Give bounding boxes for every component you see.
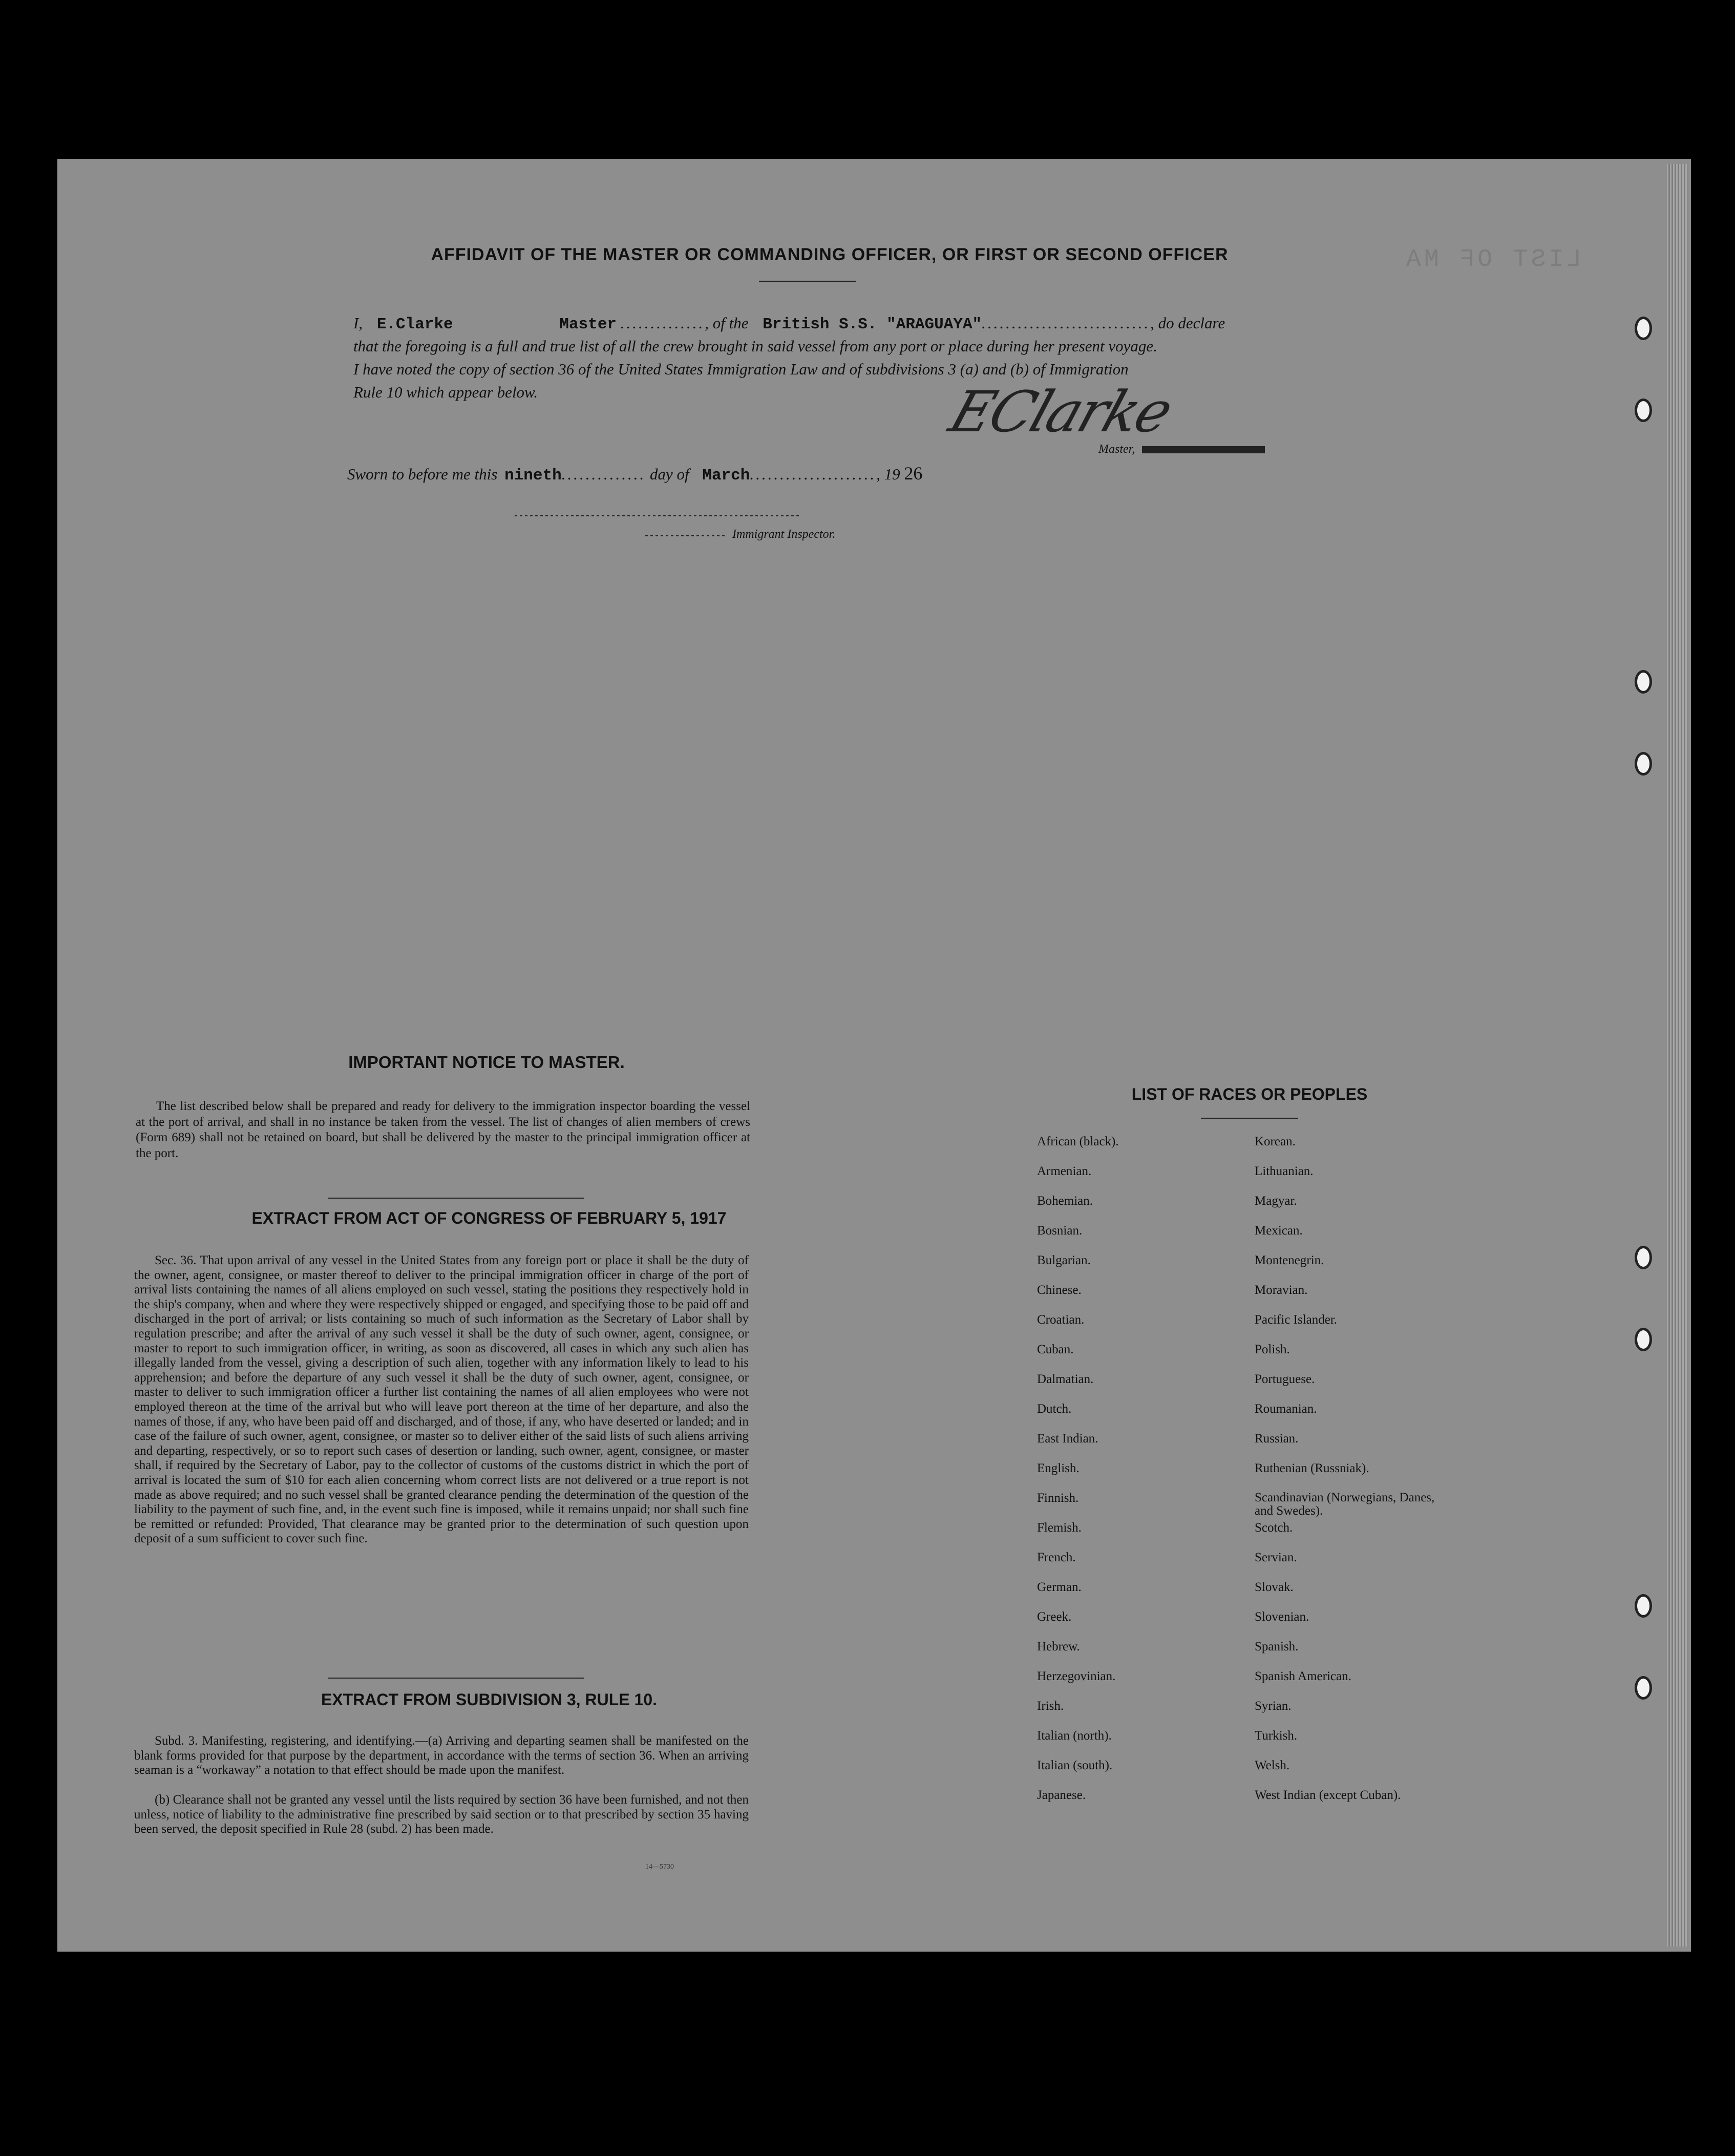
bleed-through-text: LIST OF MA <box>1403 246 1582 274</box>
race-item: Herzegovinian. <box>1037 1669 1116 1683</box>
punch-hole <box>1635 1246 1652 1269</box>
sworn-day: nineth <box>504 467 562 485</box>
race-item: Bosnian. <box>1037 1224 1083 1238</box>
inspector-signature-line <box>515 515 801 516</box>
sworn-year: 26 <box>904 463 923 484</box>
punch-hole <box>1635 317 1652 340</box>
page-stack-edge <box>1667 164 1687 1946</box>
rule-10-text-b: (b) Clearance shall not be granted any vessel until the lists required by section 36 have been furnished, and not then unless, notice of liability to the administrative fine prescribed by said section or to that prescribed by section 35 having been served, the deposit specified in Rule 28 (subd. 2) has been made. <box>134 1793 749 1836</box>
race-item: Syrian. <box>1255 1699 1292 1713</box>
race-item: East Indian. <box>1037 1432 1098 1446</box>
race-item: German. <box>1037 1580 1082 1594</box>
section-divider <box>328 1678 584 1679</box>
race-item: Irish. <box>1037 1699 1064 1713</box>
declaration-text: that the foregoing is a full and true list of all the crew brought in said vessel from any port or place during her present voyage. <box>353 337 1157 355</box>
master-rank: Master <box>559 316 617 333</box>
punch-hole <box>1635 399 1652 422</box>
punch-hole <box>1635 670 1652 694</box>
race-item: Italian (south). <box>1037 1759 1113 1772</box>
race-item: Turkish. <box>1255 1729 1298 1743</box>
notice-text: The list described below shall be prepared and ready for delivery to the immigration inspector boarding the vessel at the port of arrival, and shall in no instance be taken from the vessel. The list of changes of alien members of crews (Form 689) shall not be retained on board, but shall be delivered by the master to the principal immigration officer at the port. <box>136 1099 750 1160</box>
race-item: Moravian. <box>1255 1283 1308 1297</box>
master-signature: EClarke <box>942 379 1179 445</box>
sworn-month: March <box>702 467 750 485</box>
section-divider <box>328 1198 584 1199</box>
race-item: Dalmatian. <box>1037 1372 1094 1386</box>
race-item: African (black). <box>1037 1135 1119 1148</box>
title-underline <box>759 281 856 282</box>
races-title: LIST OF RACES OR PEOPLES <box>1131 1085 1368 1103</box>
inspector-signature-line <box>645 535 727 536</box>
section-36-text: Sec. 36. That upon arrival of any vessel in the United States from any foreign port or place it shall be the duty of the owner, agent, consignee, or master thereof to deliver to the principal immigration officer in charge of the port of arrival lists containing the names of all aliens employed on such vessel, stating the positions they respectively hold in the ship's company, when and where they were respectively shipped or engaged, and specifying those to be paid off and discharged in the port of arrival; or lists containing so much of such information as the Secretary of Labor shall by regulation prescribe; and after the arrival of any such vessel it shall be the duty of such owner, agent, consignee, or master to report to such immigration officer, in writing, as soon as discovered, all cases in which any such alien has illegally landed from the vessel, giving a description of such alien, together with any information likely to lead to his apprehension; and before the departure of any such vessel it shall be the duty of such owner, agent, consignee, or master to deliver to such immigration officer a further list containing the names of all alien employees who were not employed thereon at the time of the arrival but who will leave port thereon at the time of her departure, and also the names of those, if any, who have been paid off and discharged, and of those, if any, who have deserted or landed; and in case of the failure of such owner, agent, consignee, or master so to deliver either of the said lists of such aliens arriving and departing, respectively, or so to report such cases of desertion or landing, such owner, agent, consignee, or master shall, if required by the Secretary of Labor, pay to the collector of customs of the customs district in which the port of arrival is located the sum of $10 for each alien concerning whom correct lists are not delivered or a true report is not made as above required; and no such vessel shall be granted clearance pending the determination of the question of the liability to the payment of such fine, and, in the event such fine is imposed, while it remains unpaid; nor shall such fine be remitted or refunded: Provided, That clearance may be granted prior to the determination of such question upon deposit of a sum sufficient to cover such fine. <box>134 1253 749 1546</box>
form-code: 14—5730 <box>645 1863 674 1871</box>
race-item: Greek. <box>1037 1610 1072 1624</box>
race-item: Scandinavian (Norwegians, Danes, and Swedes). <box>1255 1491 1435 1518</box>
race-item: Polish. <box>1255 1343 1290 1356</box>
declaration-text: I have noted the copy of section 36 of the United States Immigration Law and of subdivisions 3 (a) and (b) of Immigration <box>353 360 1129 378</box>
struck-out-text <box>1142 446 1265 453</box>
race-item: Cuban. <box>1037 1343 1074 1356</box>
inspector-label: Immigrant Inspector. <box>732 528 836 541</box>
race-item: Servian. <box>1255 1551 1297 1564</box>
rule-10-text-a: Subd. 3. Manifesting, registering, and identifying.—(a) Arriving and departing seamen shall be manifested on the blank forms provided for that purpose by the department, in accordance with the terms of section 36. When an arriving seaman is a “workaway” a notation to that effect should be made upon the manifest. <box>134 1734 749 1777</box>
race-item: Korean. <box>1255 1135 1296 1148</box>
race-item: Roumanian. <box>1255 1402 1317 1416</box>
punch-hole <box>1635 1328 1652 1351</box>
race-item: Flemish. <box>1037 1521 1082 1535</box>
master-signature-label: Master, <box>1098 443 1265 456</box>
notice-title: IMPORTANT NOTICE TO MASTER. <box>348 1053 625 1072</box>
race-item: West Indian (except Cuban). <box>1255 1788 1401 1802</box>
race-item: Japanese. <box>1037 1788 1086 1802</box>
extract-rule-title: EXTRACT FROM SUBDIVISION 3, RULE 10. <box>321 1690 658 1709</box>
race-item: Welsh. <box>1255 1759 1290 1772</box>
race-item: Bulgarian. <box>1037 1253 1091 1267</box>
declaration-text: Rule 10 which appear below. <box>353 383 538 401</box>
master-name: E.Clarke <box>376 316 453 333</box>
race-item: Bohemian. <box>1037 1194 1093 1208</box>
race-item: English. <box>1037 1461 1080 1475</box>
extract-act-title: EXTRACT FROM ACT OF CONGRESS OF FEBRUARY 5, 1917 <box>251 1209 727 1227</box>
race-item: Magyar. <box>1255 1194 1297 1208</box>
race-item: Mexican. <box>1255 1224 1303 1238</box>
race-item: Croatian. <box>1037 1313 1085 1327</box>
race-item: Spanish American. <box>1255 1669 1351 1683</box>
race-item: Finnish. <box>1037 1491 1079 1505</box>
vessel-name: British S.S. "ARAGUAYA" <box>763 316 982 333</box>
race-item: Scotch. <box>1255 1521 1293 1535</box>
race-item: Chinese. <box>1037 1283 1082 1297</box>
affidavit-title: AFFIDAVIT OF THE MASTER OR COMMANDING OFFICER, OR FIRST OR SECOND OFFICER <box>431 245 1229 264</box>
race-item: Armenian. <box>1037 1164 1092 1178</box>
race-item: Montenegrin. <box>1255 1253 1324 1267</box>
race-item: Hebrew. <box>1037 1640 1080 1653</box>
race-item: Russian. <box>1255 1432 1299 1446</box>
declaration-line: I, E.Clarke Master .............., of the British S.S. "ARAGUAYA"............................, do declare <box>353 314 1225 333</box>
race-item: French. <box>1037 1551 1076 1564</box>
punch-hole <box>1635 1676 1652 1700</box>
race-item: Dutch. <box>1037 1402 1072 1416</box>
race-item: Ruthenian (Russniak). <box>1255 1461 1369 1475</box>
race-item: Pacific Islander. <box>1255 1313 1338 1327</box>
race-item: Portuguese. <box>1255 1372 1315 1386</box>
races-title-underline <box>1201 1118 1298 1119</box>
race-item: Slovak. <box>1255 1580 1294 1594</box>
race-item: Italian (north). <box>1037 1729 1112 1743</box>
punch-hole <box>1635 752 1652 776</box>
punch-hole <box>1635 1594 1652 1618</box>
race-item: Slovenian. <box>1255 1610 1309 1624</box>
race-item: Lithuanian. <box>1255 1164 1314 1178</box>
sworn-line: Sworn to before me this nineth.............. day of March....................., 19 26 <box>347 463 923 485</box>
race-item: Spanish. <box>1255 1640 1299 1653</box>
